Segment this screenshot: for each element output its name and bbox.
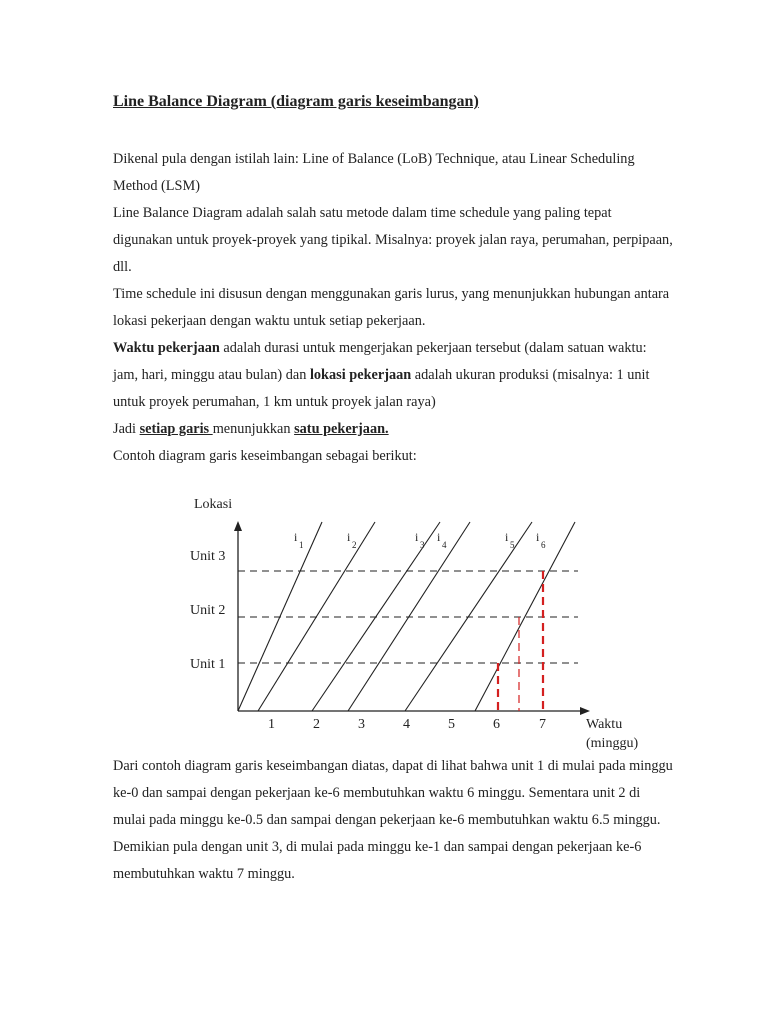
line-label-i3-main: i [415,530,419,544]
line-label-i5-sub: 5 [510,540,515,550]
term-waktu-pekerjaan: Waktu pekerjaan [113,340,220,356]
intro-line-2: Line Balance Diagram adalah salah satu metode dalam time schedule yang paling tepat digunakan untuk proyek-proyek yang tipikal. Misalnya: proyek jalan raya, perumahan, perpipaan, dll. [113,205,673,275]
conclusion-section [113,753,673,888]
x-tick-6: 6 [493,717,500,732]
line-label-i2-sub: 2 [352,540,357,550]
x-tick-4: 4 [403,717,410,732]
x-tick-5: 5 [448,717,455,732]
line-label-i1-sub: 1 [299,540,304,550]
waktu-definition: adalah durasi untuk mengerjakan pekerjaan tersebut (dalam satuan waktu: jam, hari, minggu atau bulan) dan [113,340,647,383]
term-lokasi-pekerjaan: lokasi pekerjaan [309,367,412,383]
term-setiap-garis: setiap garis [139,421,213,437]
y-axis-label: Lokasi [194,497,233,512]
jadi-prefix: Jadi [113,421,140,437]
term-satu-pekerjaan: satu pekerjaan. [294,421,389,437]
line-label-i1-main: i [294,530,298,544]
page-title: Line Balance Diagram (diagram garis keseimbangan) [113,93,479,110]
x-tick-3: 3 [358,717,365,732]
intro-line-1: Dikenal pula dengan istilah lain: Line of Balance (LoB) Technique, atau Linear Scheduling Method (LSM) [113,151,635,194]
line-label-i5 [505,530,515,550]
y-axis-arrow [234,521,242,531]
x-axis-unit-label: (minggu) [586,736,639,751]
line-label-i4-sub: 4 [442,540,447,550]
x-tick-7: 7 [539,717,546,732]
line-label-i3 [415,530,425,550]
line-label-i6 [536,530,546,550]
line-label-i4 [437,530,447,550]
x-tick-2: 2 [313,717,320,732]
y-label-unit-3: Unit 3 [190,549,226,564]
line-label-i5-main: i [505,530,509,544]
conclusion-text: Dari contoh diagram garis keseimbangan diatas, dapat di lihat bahwa unit 1 di mulai pada minggu ke-0 dan sampai dengan pekerjaan ke-6 membutuhkan waktu 6 minggu. Sementara unit 2 di mulai pada minggu ke-0.5 dan sampai dengan pekerjaan ke-6 membutuhkan waktu 6.5 minggu. Demikian pula dengan unit 3, di mulai pada minggu ke-1 dan sampai dengan pekerjaan ke-6 membutuhkan waktu 7 minggu. [113,758,673,882]
jadi-middle: menunjukkan [212,421,295,437]
x-axis-arrow [580,707,590,715]
y-label-unit-2: Unit 2 [190,603,226,618]
contoh-line: Contoh diagram garis keseimbangan sebagai berikut: [113,448,417,464]
lokasi-definition: adalah ukuran produksi (misalnya: 1 unit untuk proyek perumahan, 1 km untuk proyek jalan raya) [113,367,650,410]
line-label-i6-sub: 6 [541,540,546,550]
x-axis-label: Waktu [586,717,623,732]
line-label-i1 [294,530,304,550]
line-label-i6-main: i [536,530,540,544]
x-tick-1: 1 [268,717,275,732]
line-label-i2 [347,530,357,550]
line-label-i3-sub: 3 [420,540,425,550]
y-label-unit-1: Unit 1 [190,657,226,672]
intro-line-3: Time schedule ini disusun dengan menggunakan garis lurus, yang menunjukkan hubungan antara lokasi pekerjaan dengan waktu untuk setiap pekerjaan. [113,286,670,329]
line-label-i2-main: i [347,530,351,544]
activity-line-4 [348,522,470,711]
line-label-i4-main: i [437,530,441,544]
